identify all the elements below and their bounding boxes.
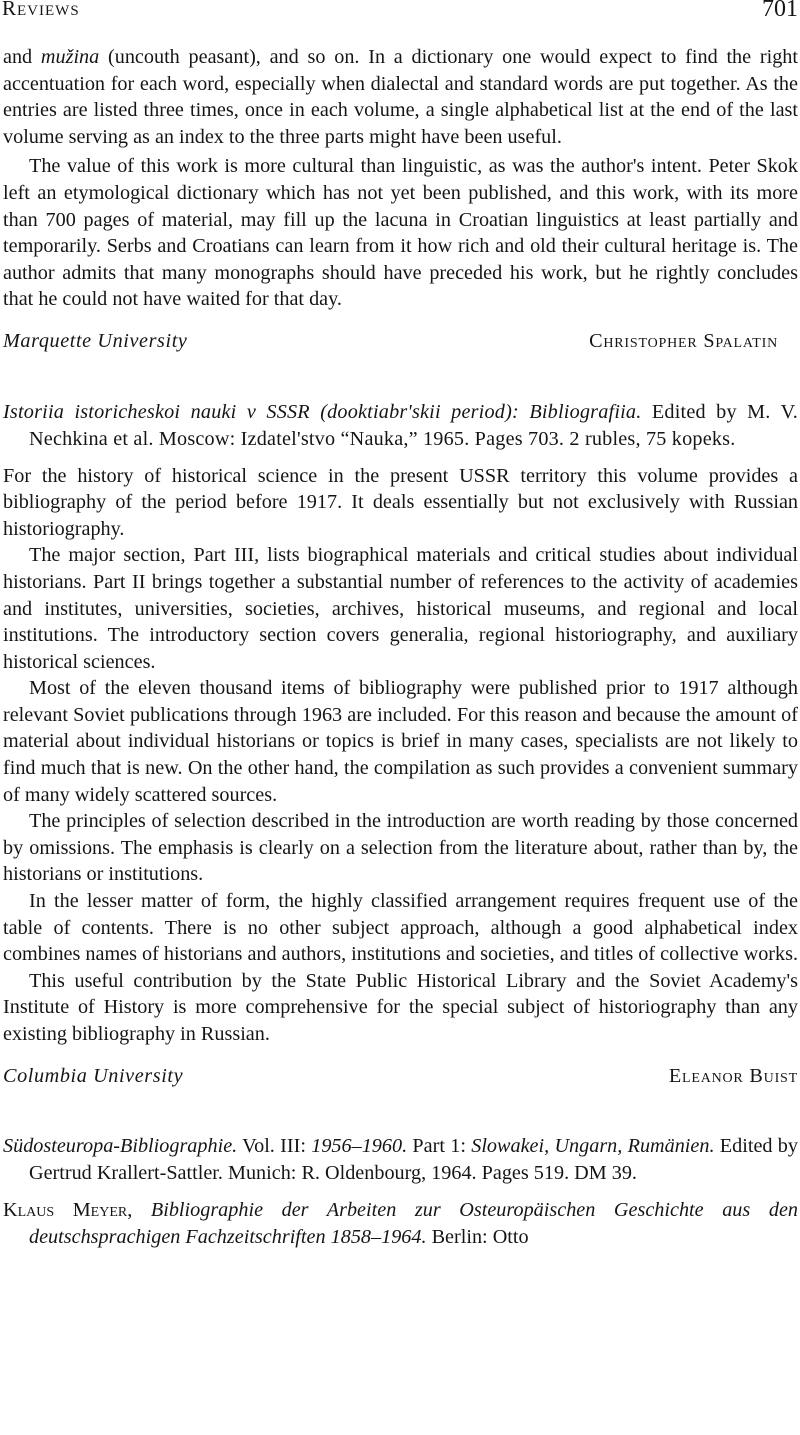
reviewer-institution: Marquette University — [3, 329, 188, 352]
review-paragraph: In the lesser matter of form, the highly classified arrangement requires frequent use of the table of contents. There is no other subject approach, although a good alphabetical index combines names of historians and authors, institutions and societies, and titles of collective works. — [3, 890, 799, 966]
page-header — [0, 0, 798, 22]
book-citation — [3, 1197, 798, 1251]
page-number: 701 — [762, 0, 798, 22]
review-paragraph: The major section, Part III, lists biographical materials and critical studies about individual historians. Part II brings together a substantial number of references to the activity of academies and institutes, universities, societies, archives, historical museums, and regional and local institutions. The introductory section covers generalia, regional historiography, and auxiliary historical sciences. — [3, 544, 798, 673]
reviewer-name: Eleanor Buist — [668, 1064, 798, 1087]
part-label: Part 1: — [407, 1135, 472, 1158]
book-citation — [3, 399, 798, 453]
book-title: Istoriia istoricheskoi nauki v SSSR (dooktiabr'skii period): Bibliografiia. — [3, 400, 642, 423]
reviewer-name: Christopher Spalatin — [589, 329, 778, 352]
reviewer-signature — [3, 328, 798, 355]
book-details: Edited by M. V. Nechkina et al. Moscow: Izdatel'stvo “Nauka,” 1965. Pages 703. 2 rubles, 75 kopeks. — [29, 400, 798, 450]
book-citation — [3, 1133, 798, 1187]
book-details: Edited by Gertrud Krallert-Sattler. Munich: R. Oldenbourg, 1964. Pages 519. DM 39. — [29, 1135, 798, 1185]
book-title: Südosteuropa-Bibliographie. — [3, 1135, 238, 1158]
page-body — [3, 44, 798, 1261]
continuation-lead: and — [3, 46, 41, 68]
review-paragraph: The value of this work is more cultural than linguistic, as was the author's intent. Peter Skok left an etymological dictionary which has not yet been published, and this work, with its more than 700 pages of material, may fill up the lacuna in Croatian linguistics at least partially and temporarily. Serbs and Croatians can learn from it how rich and old their cultural heritage is. The author admits that many monographs should have preceded his work, but he rightly concludes that he could not have waited for that day. — [3, 155, 798, 311]
review-paragraph: Most of the eleven thousand items of bibliography were published prior to 1917 although relevant Soviet publications through 1963 are included. For this reason and because the amount of material about individual historians or topics is brief in many cases, specialists are not likely to find much that is new. On the other hand, the compilation as such provides a convenient summary of many widely scattered sources. — [3, 677, 798, 806]
author-name: Klaus Meyer, — [3, 1199, 133, 1222]
reviewer-institution: Columbia University — [3, 1064, 184, 1087]
volume-label: Vol. III: — [237, 1135, 312, 1158]
part-subtitle: Slowakei, Ungarn, Rumänien. — [471, 1135, 715, 1158]
bottom-margin — [0, 1395, 800, 1435]
review-continuation — [3, 44, 798, 150]
review-paragraph: The principles of selection described in the introduction are worth reading by those concerned by omissions. The emphasis is clearly on a selection from the literature about, rather than by, the historians or institutions. — [3, 810, 798, 886]
running-head: Reviews — [2, 0, 80, 20]
review-paragraph: This useful contribution by the State Public Historical Library and the Soviet Academy's Institute of History is more comprehensive for the special subject of historiography than any existing bibliography in Russian. — [3, 969, 798, 1045]
book-details: Berlin: Otto — [426, 1226, 529, 1249]
review-paragraph: For the history of historical science in the present USSR territory this volume provides a bibliography of the period before 1917. It deals essentially but not exclusively with Russian historiography. — [3, 464, 798, 540]
volume-years: 1956–1960. — [311, 1135, 408, 1158]
reviewer-signature — [3, 1063, 798, 1090]
italic-term: mužina — [40, 46, 100, 68]
book-title: Bibliographie der Arbeiten zur Osteuropäischen Geschichte aus den deutschsprachigen Fachzeitschriften 1858–1964. — [29, 1199, 799, 1249]
continuation-rest: (uncouth peasant), and so on. In a dictionary one would expect to find the right accentuation for each word, especially when dialectal and standard words are put together. As the entries are listed three times, once in each volume, a single alphabetical list at the end of the last volume serving as an index to the three parts might have been useful. — [3, 46, 798, 148]
